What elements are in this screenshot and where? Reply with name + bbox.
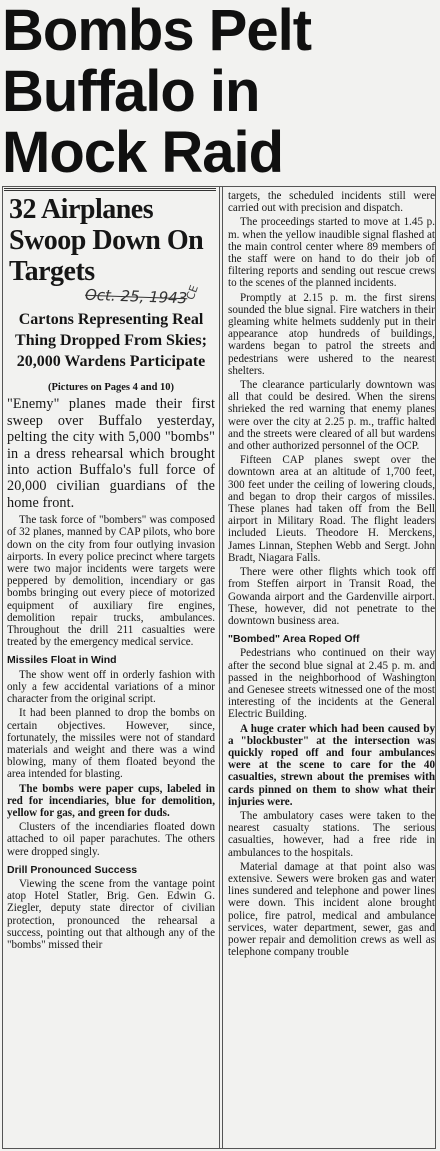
paragraph: The show went off in orderly fashion with only a few accidental variations of a minor character from the original script. [7,668,215,706]
paragraph: targets, the scheduled incidents still were carried out with precision and dispatch. [228,190,435,215]
paragraph: Fifteen CAP planes swept over the downtown area at an altitude of 1,700 feet, 300 feet under the ceiling of lowering clouds, and began to drop their cargos of missiles. These planes had taken off from the Bell airport in Military Road. The flight leaders included Lieuts. Theodore H. Merckens, James Linnan, Stephen Webb and Sergt. John Bradt, Niagara Falls. [228,454,435,564]
paragraph: Viewing the scene from the vantage point atop Hotel Statler, Brig. Gen. Edwin G. Ziegler, deputy state director of civilian protection, pronounced the rehearsal a success, pointing out that although any of the "bombs" missed their [7,877,215,951]
headline [2,0,438,183]
bold-paragraph: The bombs were paper cups, labeled in red for incendiaries, blue for demolition, yellow for gas, and green for duds. [7,782,215,819]
left-column [7,190,215,1148]
right-column [228,190,435,1148]
paragraph: The clearance particularly downtown was all that could be desired. When the sirens shrieked the red warning that enemy planes were over the city at 2.25 p. m., traffic halted and the streets were cleared of all but wardens and other authorized personnel of the OCP. [228,379,435,453]
paragraph: Material damage at that point also was extensive. Sewers were broken gas and water lines sundered and telephone and power lines were down. This incident alone brought police, fire patrol, medical and ambulance services, water department, sewer, gas and power repair and demolition crews as well as telephone company trouble [228,860,435,959]
column-divider [219,186,223,1149]
lead-paragraph: "Enemy" planes made their first sweep over Buffalo yesterday, pelting the city with 5,000 "bombs" in a dress rehearsal which brought into action Buffalo's full force of 20,000 civilian guardians of the home front. [7,396,215,511]
headline-line-2: Buffalo in [2,59,260,124]
headline-line-1: Bombs Pelt [2,0,312,63]
paragraph: The ambulatory cases were taken to the nearest casualty stations. The serious casualties, however, had a free ride in ambulances to the hospitals. [228,809,435,859]
paragraph: It had been planned to drop the bombs on certain objectives. However, since, fortunately, the missiles were not of standard materials and weight and there was a wind blowing, many of them floated beyond the area intended for blasting. [7,707,215,781]
deck: Cartons Representing Real Thing Dropped From Skies; 20,000 Wardens Participate [15,311,207,371]
paragraph: There were other flights which took off from Steffen airport in Transit Road, the Gowanda airport and the Gardenville airport. These, however, did not penetrate to the downtown business area. [228,566,435,627]
subhead-missiles: Missiles Float in Wind [7,654,117,667]
paragraph: Clusters of the incendiaries floated down attached to oil paper parachutes. The others were dropped singly. [7,821,215,858]
pictures-note: (Pictures on Pages 4 and 10) [47,382,175,394]
bold-paragraph: A huge crater which had been caused by a "blockbuster" at the intersection was quickly roped off and four ambulances were at the scene to care for the 40 casualties, strewn about the premises with cards pinned on them to show what their injuries were. [228,722,435,808]
subhead: 32 Airplanes Swoop Down On Targets [9,194,204,287]
paragraph: Promptly at 2.15 p. m. the first sirens sounded the blue signal. Fire watchers in their gleaming white helmets suddenly put in their appearance atop hundreds of buildings, wardens began to patrol the streets and pedestrians were ushered to the nearest shelters. [228,291,435,377]
paragraph: The proceedings started to move at 1.45 p. m. when the yellow inaudible signal flashed at the main control center where 89 members of the staff were on hand to do their job of filtering reports and sending out rescue crews to the scenes of the planned incidents. [228,216,435,290]
paragraph: Pedestrians who continued on their way after the second blue signal at 2.45 p. m. and passed in the neighborhood of Washington and Genesee streets witnessed one of the most interesting of the incidents at the General Electric Building. [228,647,435,721]
subhead-roped: "Bombed" Area Roped Off [228,633,360,646]
handwritten-date: Oct. 25, 1943 [84,285,188,308]
subhead-drill: Drill Pronounced Success [7,863,138,876]
paragraph: The task force of "bombers" was composed of 32 planes, manned by CAP pilots, who bore down on the city from four outlying invasion airports. In every police precinct where targets were two major incidents were targets were peppered by demolition, incendiary or gas bombs bringing out every piece of motorized equipment of auxiliary fire engines, demolition repair trucks, ambulances. Throughout the drill 211 casualties were treated by the emergency medical service. [7,514,215,649]
handwritten-initial: CE [183,283,201,302]
headline-line-3: Mock Raid [2,120,284,185]
